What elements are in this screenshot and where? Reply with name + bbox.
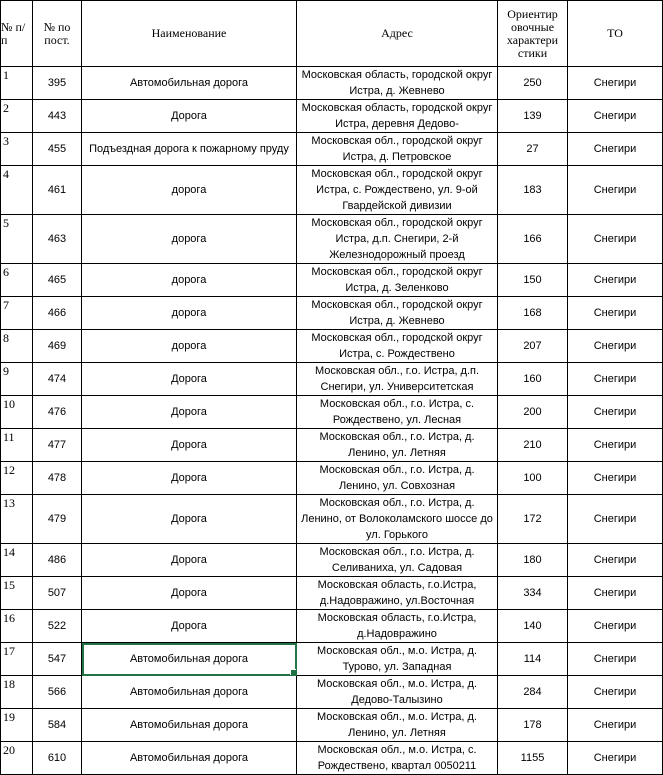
row-to[interactable]: Снегири (568, 709, 663, 742)
row-num[interactable]: 9 (1, 363, 33, 396)
row-to[interactable]: Снегири (568, 67, 663, 100)
row-to[interactable]: Снегири (568, 396, 663, 429)
header-name[interactable]: Наименование (82, 1, 297, 67)
table-row (1, 67, 663, 100)
row-num[interactable]: 11 (1, 429, 33, 462)
row-to[interactable]: Снегири (568, 610, 663, 643)
row-num[interactable]: 5 (1, 215, 33, 264)
table-row (1, 429, 663, 462)
row-post-number[interactable]: 474 (33, 363, 82, 396)
table-row (1, 363, 663, 396)
row-address[interactable]: Московская обл., городской округ Истра, д.п. Снегири, 2-й Железнодорожный проезд (297, 215, 498, 264)
row-address[interactable]: Московская обл., г.о. Истра, д. Ленино, ул. Совхозная (297, 462, 498, 495)
row-num[interactable]: 20 (1, 742, 33, 775)
row-to[interactable]: Снегири (568, 429, 663, 462)
row-post-number[interactable]: 477 (33, 429, 82, 462)
row-num[interactable]: 12 (1, 462, 33, 495)
row-to[interactable]: Снегири (568, 264, 663, 297)
row-post-number[interactable]: 486 (33, 544, 82, 577)
row-num[interactable]: 1 (1, 67, 33, 100)
row-characteristic[interactable]: 139 (498, 100, 568, 133)
row-characteristic[interactable]: 166 (498, 215, 568, 264)
row-name[interactable]: Дорога (82, 363, 297, 396)
row-post-number[interactable]: 610 (33, 742, 82, 775)
table-row (1, 709, 663, 742)
row-to[interactable]: Снегири (568, 495, 663, 544)
row-address[interactable]: Московская обл., городской округ Истра, с. Рождествено (297, 330, 498, 363)
table-row (1, 676, 663, 709)
row-num[interactable]: 2 (1, 100, 33, 133)
row-name[interactable]: Дорога (82, 610, 297, 643)
row-address[interactable]: Московская обл., городской округ Истра, с. Рождествено, ул. 9-ой Гвардейской дивизии (297, 166, 498, 215)
row-num[interactable]: 13 (1, 495, 33, 544)
row-num[interactable]: 10 (1, 396, 33, 429)
row-to[interactable]: Снегири (568, 215, 663, 264)
row-name[interactable]: Дорога (82, 100, 297, 133)
row-name[interactable]: Подъездная дорога к пожарному пруду (82, 133, 297, 166)
row-characteristic[interactable]: 284 (498, 676, 568, 709)
row-post-number[interactable]: 463 (33, 215, 82, 264)
row-to[interactable]: Снегири (568, 100, 663, 133)
header-address[interactable]: Адрес (297, 1, 498, 67)
row-num[interactable]: 19 (1, 709, 33, 742)
table-row (1, 742, 663, 775)
row-post-number[interactable]: 466 (33, 297, 82, 330)
row-post-number[interactable]: 522 (33, 610, 82, 643)
table-row (1, 577, 663, 610)
row-name[interactable]: Автомобильная дорога (82, 676, 297, 709)
row-characteristic[interactable]: 27 (498, 133, 568, 166)
header-num[interactable]: № п/п (1, 1, 33, 67)
row-name[interactable]: дорога (82, 264, 297, 297)
table-row (1, 330, 663, 363)
row-characteristic[interactable]: 183 (498, 166, 568, 215)
row-post-number[interactable]: 584 (33, 709, 82, 742)
row-characteristic[interactable]: 250 (498, 67, 568, 100)
table-row (1, 643, 663, 676)
row-address[interactable]: Московская обл., г.о. Истра, с. Рождествено, ул. Лесная (297, 396, 498, 429)
row-name[interactable]: Дорога (82, 396, 297, 429)
row-post-number[interactable]: 455 (33, 133, 82, 166)
fill-handle[interactable] (290, 669, 297, 676)
table-row (1, 610, 663, 643)
table-row (1, 396, 663, 429)
row-num[interactable]: 15 (1, 577, 33, 610)
row-characteristic[interactable]: 207 (498, 330, 568, 363)
row-name[interactable]: Дорога (82, 462, 297, 495)
row-num[interactable]: 18 (1, 676, 33, 709)
header-to[interactable]: ТО (568, 1, 663, 67)
table-row (1, 166, 663, 215)
row-num[interactable]: 8 (1, 330, 33, 363)
row-num[interactable]: 4 (1, 166, 33, 215)
row-characteristic[interactable]: 334 (498, 577, 568, 610)
row-address[interactable]: Московская обл., г.о. Истра, д.п. Снегири, ул. Университетская (297, 363, 498, 396)
row-post-number[interactable]: 461 (33, 166, 82, 215)
row-characteristic[interactable]: 178 (498, 709, 568, 742)
row-characteristic[interactable]: 180 (498, 544, 568, 577)
row-address[interactable]: Московская обл., городской округ Истра, д. Зеленково (297, 264, 498, 297)
row-to[interactable]: Снегири (568, 330, 663, 363)
row-name[interactable]: Дорога (82, 495, 297, 544)
header-post[interactable]: № по пост. (33, 1, 82, 67)
row-to[interactable]: Снегири (568, 133, 663, 166)
table-row (1, 133, 663, 166)
header-characteristics[interactable]: Ориентир овочные характери стики (498, 1, 568, 67)
row-characteristic[interactable]: 168 (498, 297, 568, 330)
row-address[interactable]: Московская обл., городской округ Истра, д. Жевнево (297, 297, 498, 330)
row-num[interactable]: 16 (1, 610, 33, 643)
row-address[interactable]: Московская область, г.о.Истра, д.Надовражино, ул.Восточная (297, 577, 498, 610)
row-address[interactable]: Московская обл., м.о. Истра, д. Дедово-Талызино (297, 676, 498, 709)
row-num[interactable]: 6 (1, 264, 33, 297)
row-num[interactable]: 17 (1, 643, 33, 676)
row-name[interactable]: дорога (82, 215, 297, 264)
row-post-number[interactable]: 507 (33, 577, 82, 610)
row-characteristic[interactable]: 1155 (498, 742, 568, 775)
row-address[interactable]: Московская область, городской округ Истра, деревня Дедово- (297, 100, 498, 133)
row-post-number[interactable]: 395 (33, 67, 82, 100)
row-address[interactable]: Московская обл., г.о. Истра, д. Ленино, от Волоколамского шоссе до ул. Горького (297, 495, 498, 544)
table-row (1, 100, 663, 133)
row-address[interactable]: Московская область, г.о.Истра, д.Надовражино (297, 610, 498, 643)
row-to[interactable]: Снегири (568, 166, 663, 215)
row-characteristic[interactable]: 114 (498, 643, 568, 676)
row-name[interactable]: Автомобильная дорога (82, 67, 297, 100)
table-row (1, 544, 663, 577)
row-name[interactable]: Дорога (82, 577, 297, 610)
row-name[interactable]: Дорога (82, 544, 297, 577)
row-num[interactable]: 7 (1, 297, 33, 330)
row-post-number[interactable]: 547 (33, 643, 82, 676)
row-address[interactable]: Московская обл., городской округ Истра, д. Петровское (297, 133, 498, 166)
row-name[interactable]: Автомобильная дорога (82, 742, 297, 775)
row-characteristic[interactable]: 172 (498, 495, 568, 544)
row-post-number[interactable]: 479 (33, 495, 82, 544)
row-post-number[interactable]: 476 (33, 396, 82, 429)
row-to[interactable]: Снегири (568, 643, 663, 676)
row-post-number[interactable]: 469 (33, 330, 82, 363)
row-address[interactable]: Московская обл., м.о. Истра, д. Турово, ул. Западная (297, 643, 498, 676)
row-characteristic[interactable]: 210 (498, 429, 568, 462)
row-address[interactable]: Московская обл., г.о. Истра, д. Селиваниха, ул. Садовая (297, 544, 498, 577)
row-post-number[interactable]: 478 (33, 462, 82, 495)
row-characteristic[interactable]: 200 (498, 396, 568, 429)
row-to[interactable]: Снегири (568, 544, 663, 577)
header-row (1, 1, 663, 67)
row-num[interactable]: 3 (1, 133, 33, 166)
row-name[interactable]: Дорога (82, 429, 297, 462)
table-row (1, 264, 663, 297)
row-to[interactable]: Снегири (568, 742, 663, 775)
row-to[interactable]: Снегири (568, 363, 663, 396)
row-name[interactable]: дорога (82, 297, 297, 330)
table-row (1, 495, 663, 544)
row-to[interactable]: Снегири (568, 297, 663, 330)
selected-cell[interactable]: Автомобильная дорога (82, 643, 297, 676)
row-characteristic[interactable]: 160 (498, 363, 568, 396)
row-address[interactable]: Московская обл., г.о. Истра, д. Ленино, ул. Летняя (297, 429, 498, 462)
row-address[interactable]: Московская обл., м.о. Истра, д. Ленино, ул. Летняя (297, 709, 498, 742)
table-row (1, 297, 663, 330)
row-to[interactable]: Снегири (568, 577, 663, 610)
row-post-number[interactable]: 566 (33, 676, 82, 709)
row-address[interactable]: Московская обл., м.о. Истра, с. Рождествено, квартал 0050211 (297, 742, 498, 775)
row-post-number[interactable]: 465 (33, 264, 82, 297)
row-to[interactable]: Снегири (568, 676, 663, 709)
row-name[interactable]: дорога (82, 166, 297, 215)
row-name[interactable]: Автомобильная дорога (82, 709, 297, 742)
row-address[interactable]: Московская область, городской округ Истра, д. Жевнево (297, 67, 498, 100)
row-name[interactable]: дорога (82, 330, 297, 363)
row-to[interactable]: Снегири (568, 462, 663, 495)
row-characteristic[interactable]: 100 (498, 462, 568, 495)
row-characteristic[interactable]: 140 (498, 610, 568, 643)
row-characteristic[interactable]: 150 (498, 264, 568, 297)
table-row (1, 215, 663, 264)
table-row (1, 462, 663, 495)
row-post-number[interactable]: 443 (33, 100, 82, 133)
row-num[interactable]: 14 (1, 544, 33, 577)
